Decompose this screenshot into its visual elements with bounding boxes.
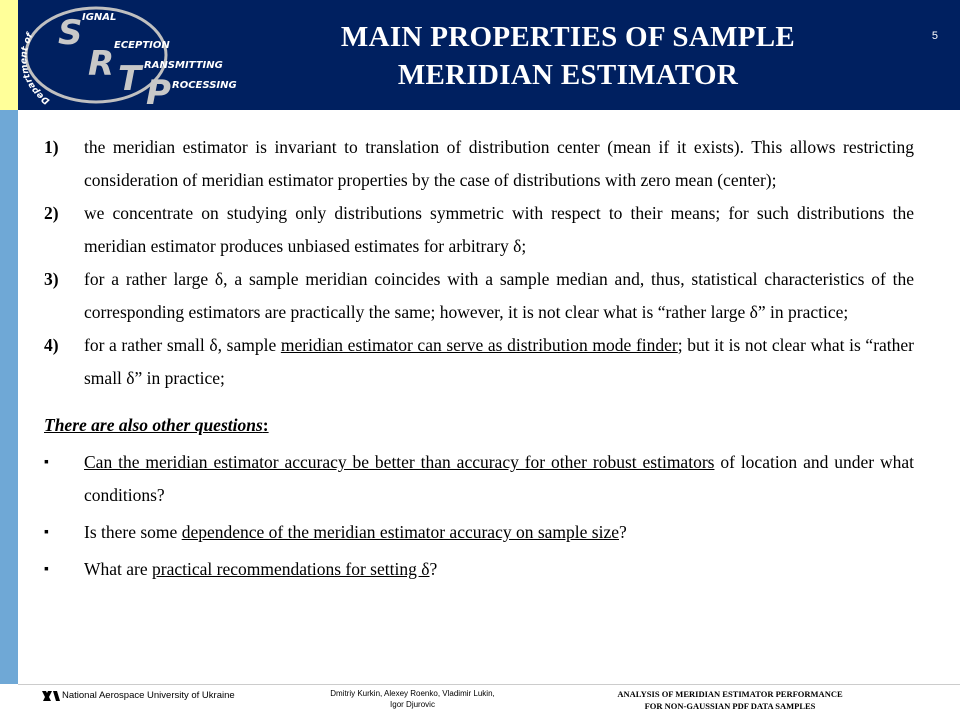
questions-heading-colon: : (262, 415, 269, 435)
question-bullet-1 (44, 446, 914, 512)
slide-title-line2: MERIDIAN ESTIMATOR (397, 59, 739, 91)
questions-heading (44, 409, 914, 442)
logo-word-processing: ROCESSING (172, 80, 237, 91)
question-text-pre: What are (84, 559, 153, 579)
logo-arc-text: Department of (19, 31, 52, 106)
question-bullet-3 (44, 553, 914, 586)
square-bullet-icon: ▪ (44, 525, 49, 540)
university-logo-icon (42, 691, 60, 701)
question-text-underlined: Can the meridian estimator accuracy be better than accuracy for other robust estimators (84, 452, 715, 472)
srtp-logo (18, 0, 248, 110)
slide-title (268, 18, 868, 94)
property-text: the meridian estimator is invariant to translation of distribution center (mean if it exists). This allows restricting consideration of meridian estimator properties by the case of distributions with zero mean (center); (84, 137, 914, 190)
srtp-logo-graphic (18, 0, 248, 110)
question-bullet-2 (44, 516, 914, 549)
property-text-pre: for a rather small δ, sample (84, 335, 281, 355)
logo-word-signal: IGNAL (82, 12, 117, 23)
slide-content (44, 131, 914, 586)
property-item-2 (44, 197, 914, 263)
footer-authors-line2: Igor Djurovic (390, 700, 435, 709)
footer-authors-line1: Dmitriy Kurkin, Alexey Roenko, Vladimir Lukin, (330, 689, 495, 698)
questions-heading-text: There are also other questions (44, 415, 263, 435)
footer-divider (18, 684, 960, 685)
question-text-underlined: practical recommendations for setting δ (152, 559, 430, 579)
property-number: 1) (44, 137, 59, 157)
square-bullet-icon: ▪ (44, 455, 49, 470)
property-item-4 (44, 329, 914, 395)
property-text: for a rather large δ, a sample meridian coincides with a sample median and, thus, statistical characteristics of the corresponding estimators are practically the same; however, it is not clear what is “rather large δ” in practice; (84, 269, 914, 322)
question-text-post: ? (619, 522, 627, 542)
logo-letter-r: R (88, 44, 115, 84)
footer-authors (300, 688, 525, 710)
property-item-3 (44, 263, 914, 329)
property-text-post: ; but it is not clear what is “rather small δ” in practice; (84, 335, 914, 388)
svg-text:Department of (19, 31, 51, 106)
logo-letter-s: S (58, 13, 83, 53)
question-text-post: of location and under what conditions? (84, 452, 914, 505)
question-text-pre: Is there some (84, 522, 182, 542)
slide-number: 5 (931, 30, 938, 42)
logo-word-transmitting: RANSMITTING (144, 60, 223, 71)
footer-title-line1: ANALYSIS OF MERIDIAN ESTIMATOR PERFORMANCE (617, 689, 843, 699)
property-item-1 (44, 131, 914, 197)
footer-university: National Aerospace University of Ukraine (62, 690, 235, 701)
left-accent-bar-yellow (0, 0, 18, 110)
slide-title-line1: MAIN PROPERTIES OF SAMPLE (340, 21, 796, 53)
property-number: 2) (44, 203, 59, 223)
footer-title-line2: FOR NON-GAUSSIAN PDF DATA SAMPLES (644, 701, 816, 711)
property-number: 4) (44, 335, 59, 355)
logo-letter-p: P (146, 73, 171, 110)
left-accent-bar-blue (0, 110, 18, 684)
property-text-underlined: meridian estimator can serve as distribution mode finder (280, 335, 678, 355)
property-text: we concentrate on studying only distributions symmetric with respect to their means; for such distributions the meridian estimator produces unbiased estimates for arbitrary δ; (84, 203, 914, 256)
square-bullet-icon: ▪ (44, 562, 49, 577)
footer-presentation-title (560, 688, 900, 712)
logo-word-reception: ECEPTION (114, 40, 170, 51)
logo-letter-t: T (118, 59, 142, 99)
slide-header (18, 0, 960, 110)
question-text-post: ? (429, 559, 438, 579)
property-number: 3) (44, 269, 59, 289)
question-text-underlined: dependence of the meridian estimator accuracy on sample size (181, 522, 619, 542)
